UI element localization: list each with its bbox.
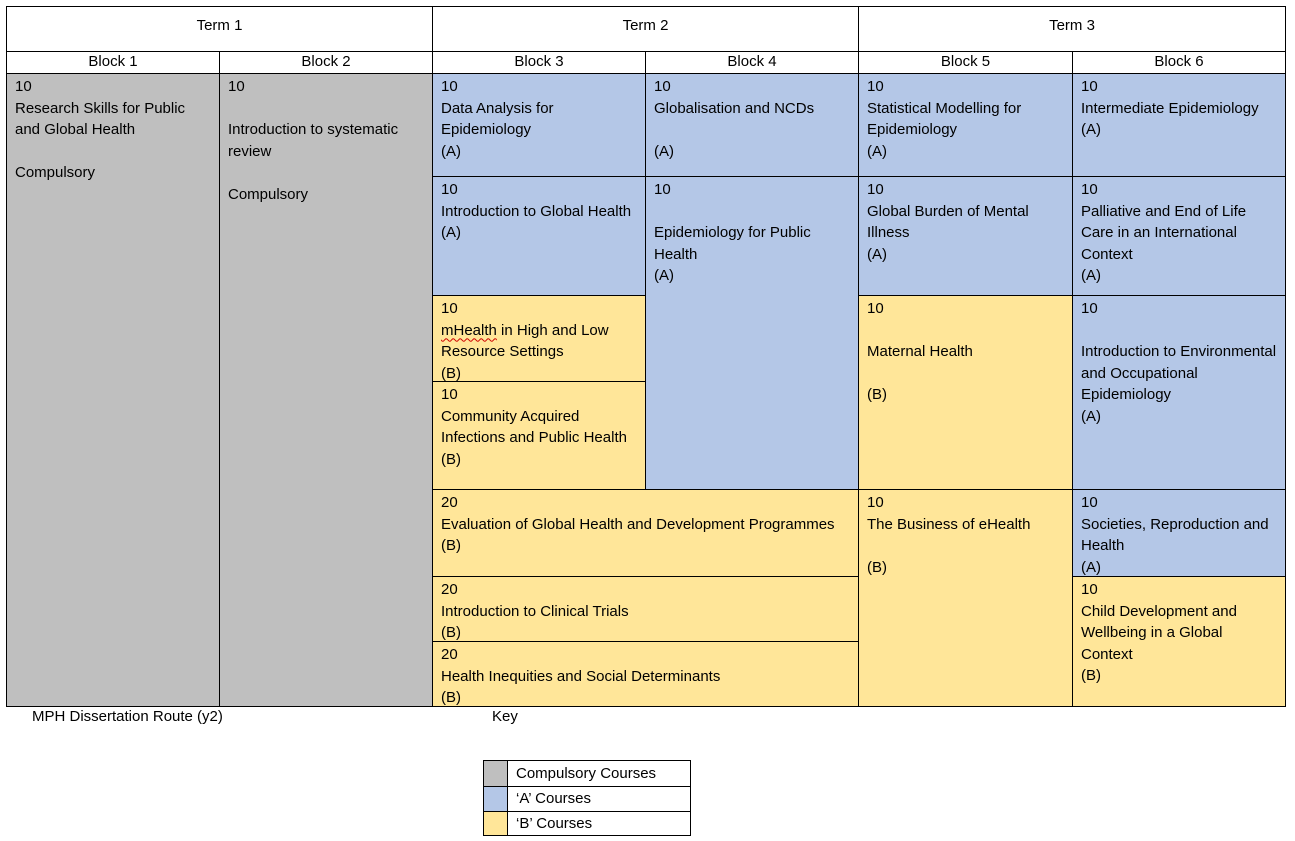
block-1-header: Block 1 xyxy=(6,51,220,74)
course-evaluation-programmes: 20 Evaluation of Global Health and Development Programmes (B) xyxy=(432,489,859,577)
course-mhealth-title: in High and Low Resource Settings (B) xyxy=(441,321,609,382)
course-maternal-health: 10 Maternal Health (B) xyxy=(858,295,1073,490)
key-label-a-courses: ‘A’ Courses xyxy=(507,786,691,812)
key-swatch-compulsory xyxy=(483,760,508,787)
block-4-header: Block 4 xyxy=(645,51,859,74)
term-2-header: Term 2 xyxy=(432,6,859,52)
term-3-header: Term 3 xyxy=(858,6,1286,52)
course-mental-illness: 10 Global Burden of Mental Illness (A) xyxy=(858,176,1073,296)
term-1-header: Term 1 xyxy=(6,6,433,52)
block-6-header: Block 6 xyxy=(1072,51,1286,74)
course-health-inequities: 20 Health Inequities and Social Determinants (B) xyxy=(432,641,859,707)
key-label-compulsory: Compulsory Courses xyxy=(507,760,691,787)
block-2-header: Block 2 xyxy=(219,51,433,74)
key-label-b-courses: ‘B’ Courses xyxy=(507,811,691,836)
block-5-header: Block 5 xyxy=(858,51,1073,74)
course-child-development: 10 Child Development and Wellbeing in a Global Context (B) xyxy=(1072,576,1286,707)
course-mhealth-misspelled-word: mHealth xyxy=(441,321,497,339)
course-systematic-review: 10 Introduction to systematic review Compulsory xyxy=(219,73,433,707)
course-globalisation-ncds: 10 Globalisation and NCDs (A) xyxy=(645,73,859,177)
key-title: Key xyxy=(492,708,518,725)
course-intermediate-epidemiology: 10 Intermediate Epidemiology (A) xyxy=(1072,73,1286,177)
course-palliative-care: 10 Palliative and End of Life Care in an International Context (A) xyxy=(1072,176,1286,296)
course-community-infections: 10 Community Acquired Infections and Public Health (B) xyxy=(432,381,646,490)
course-societies-reproduction: 10 Societies, Reproduction and Health (A) xyxy=(1072,489,1286,577)
course-intro-global-health: 10 Introduction to Global Health (A) xyxy=(432,176,646,296)
course-mhealth-credits: 10 xyxy=(441,300,458,317)
course-statistical-modelling: 10 Statistical Modelling for Epidemiology (A) xyxy=(858,73,1073,177)
course-research-skills: 10 Research Skills for Public and Global Health Compulsory xyxy=(6,73,220,707)
key-swatch-b-courses xyxy=(483,811,508,836)
key-swatch-a-courses xyxy=(483,786,508,812)
block-3-header: Block 3 xyxy=(432,51,646,74)
course-business-ehealth: 10 The Business of eHealth (B) xyxy=(858,489,1073,707)
dissertation-route-caption: MPH Dissertation Route (y2) xyxy=(32,708,223,725)
course-data-analysis: 10 Data Analysis for Epidemiology (A) xyxy=(432,73,646,177)
course-mhealth xyxy=(432,295,646,382)
course-epidemiology-public-health: 10 Epidemiology for Public Health (A) xyxy=(645,176,859,490)
course-environmental-epidemiology: 10 Introduction to Environmental and Occupational Epidemiology (A) xyxy=(1072,295,1286,490)
course-clinical-trials: 20 Introduction to Clinical Trials (B) xyxy=(432,576,859,642)
